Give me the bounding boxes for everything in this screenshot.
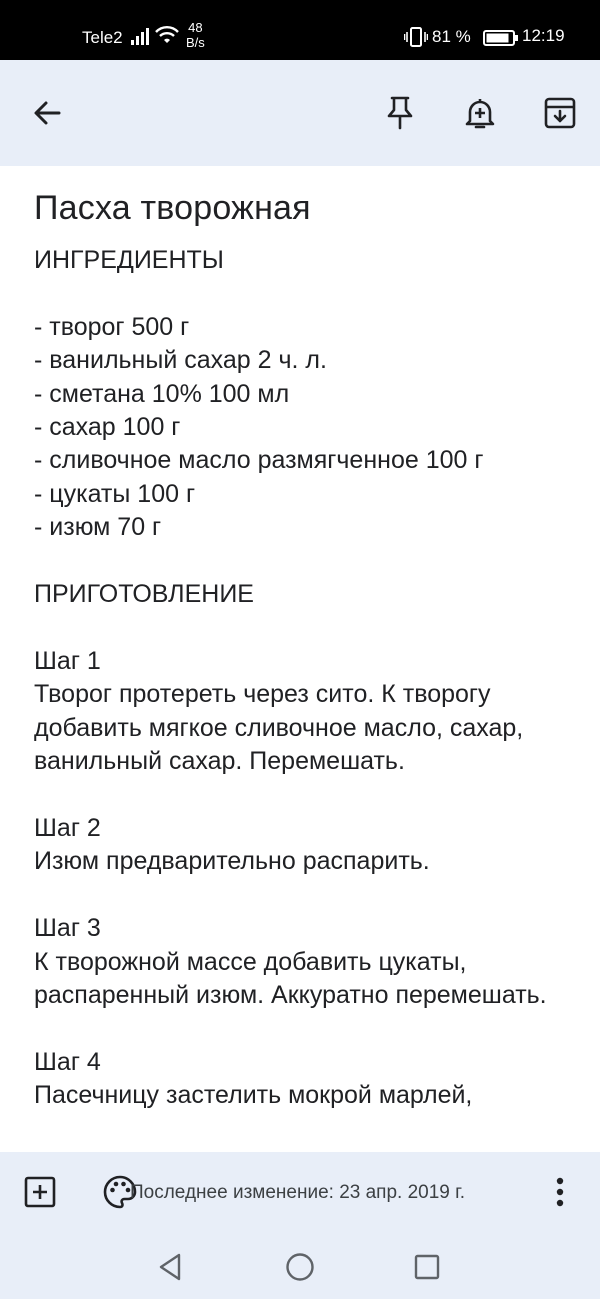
system-navigation-bar xyxy=(0,1235,600,1299)
wifi-icon xyxy=(155,25,179,45)
archive-icon xyxy=(544,97,576,129)
pin-button[interactable] xyxy=(376,89,424,137)
note-bottom-bar xyxy=(0,1152,600,1235)
archive-button[interactable] xyxy=(536,89,584,137)
pin-icon xyxy=(386,96,414,130)
back-arrow-icon xyxy=(32,98,62,128)
note-body[interactable]: ИНГРЕДИЕНТЫ - творог 500 г - ванильный сахар 2 ч. л. - сметана 10% 100 мл - сахар 100 г - сливочное масло размягченное 100 г - цукаты 100 г - изюм 70 г ПРИГОТОВЛЕНИЕ Шаг 1 Творог протереть через сито. К творогу добавить мягкое сливочное масло, сахар, ванильный сахар. Перемешать. Шаг 2 Изюм предварительно распарить. Шаг 3 К творожной массе добавить цукаты, распаренный изюм. Аккуратно перемешать. Шаг 4 Пасечницу застелить мокрой марлей, xyxy=(34,246,547,1110)
battery-percent: 81 % xyxy=(432,27,471,46)
nav-recents-icon xyxy=(413,1253,441,1281)
add-content-button[interactable] xyxy=(16,1168,64,1216)
nav-home-icon xyxy=(285,1252,315,1282)
status-bar xyxy=(0,0,600,60)
back-button[interactable] xyxy=(23,89,71,137)
carrier-name: Tele2 xyxy=(82,28,123,47)
more-vert-icon xyxy=(555,1177,565,1207)
note-content[interactable] xyxy=(34,180,574,1113)
note-title[interactable]: Пасха творожная xyxy=(34,189,311,227)
nav-recents-button[interactable] xyxy=(407,1247,447,1287)
reminder-button[interactable] xyxy=(456,89,504,137)
net-speed-unit: B/s xyxy=(186,35,205,50)
nav-back-icon xyxy=(157,1252,183,1282)
clock: 12:19 xyxy=(522,26,565,45)
more-options-button[interactable] xyxy=(536,1168,584,1216)
nav-home-button[interactable] xyxy=(280,1247,320,1287)
last-edited-text: Последнее изменение: 23 апр. 2019 г. xyxy=(130,1182,466,1203)
signal-icon xyxy=(131,27,151,45)
battery-icon xyxy=(483,30,519,46)
net-speed-value: 48 xyxy=(188,20,203,35)
reminder-bell-icon xyxy=(465,96,495,130)
network-speed xyxy=(186,20,205,50)
nav-back-button[interactable] xyxy=(150,1247,190,1287)
add-box-icon xyxy=(24,1176,56,1208)
note-toolbar xyxy=(0,60,600,166)
vibrate-icon xyxy=(404,26,428,48)
